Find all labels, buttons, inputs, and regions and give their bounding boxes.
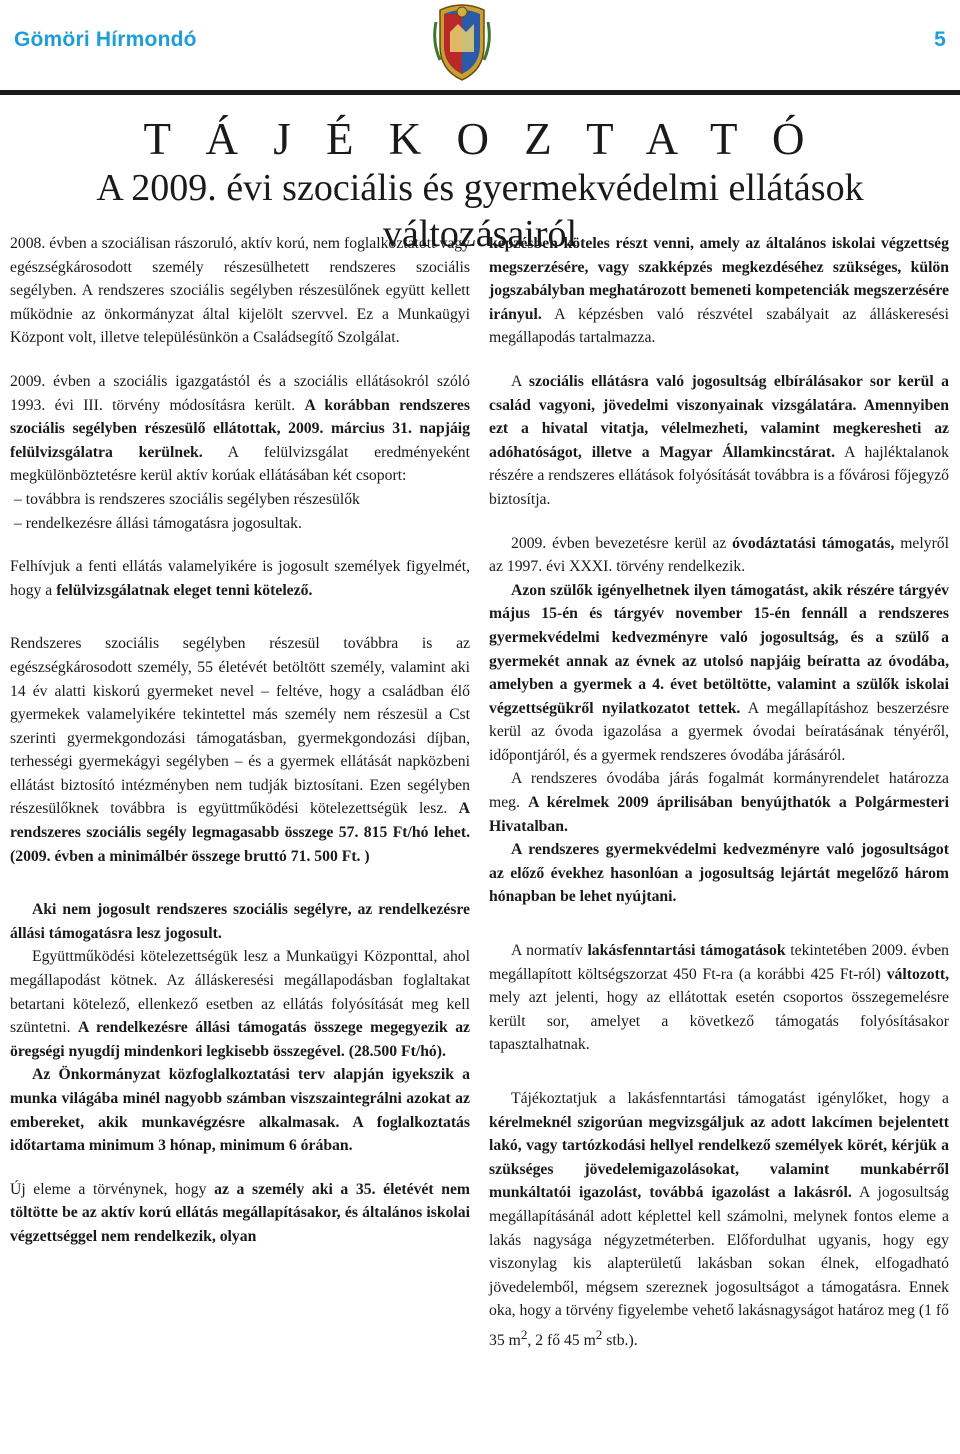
paragraph: 2009. évben bevezetésre kerül az óvodáztatási támogatás, melyről az 1997. évi XXXI. törvény rendelkezik. [489,534,949,576]
paragraph: Új eleme a törvénynek, hogy az a személy aki a 35. életévét nem töltötte be az aktív korú ellátás megállapításakor, és általános iskolai végzettséggel nem rendelkezik, olyan [10,1180,471,1245]
page-subtitle: A 2009. évi szociális és gyermekvédelmi ellátások változásairól [96,167,864,255]
paragraph: A szociális ellátásra való jogosultság elbírálásakor sor kerül a család vagyoni, jövedelmi viszonyainak vizsgálatára. Amennyiben ezt a hivatal vitatja, vélelmezheti, valamint megkeresheti az adóhatóságot, illetve a Magyar Államkincstárat. A hajléktalanok részére a rendszeres ellátások folyósítását továbbra is a fővárosi főjegyző biztosítja. [489,372,949,508]
paragraph: Felhívjuk a fenti ellátás valamelyikére is jogosult személyek figyelmét, hogy a felülvizsgálatnak eleget tenni kötelező. [10,558,470,599]
page-title: T Á J É K O Z T A T Ó [143,114,817,164]
paragraph: Az Önkormányzat közfoglalkoztatási terv alapján igyekszik a munka világába minél nagyobb számban viszszaintegrálni azokat az embereket, akik munkavégzésre alkalmasak. A foglalkoztatás időtartama minimum 3 hónap, minimum 6 órában. [10,1066,470,1155]
paragraph: Azon szülők igényelhetnek ilyen támogatást, akik részére tárgyév május 15-én és tárgyév november 15-én fennáll a rendszeres gyermekvédelmi kedvezményre való jogosultság, és a szülő a gyermekét annak az évnek az utolsó napjáig beíratta az óvodába, amelyben a gyermek a 4. évet betöltötte, valamint a szülők iskolai végzettségükről nyilatkozatot tettek. A megállapításhoz beszerzésre kerül az óvoda igazolása a gyermek óvodai beíratásának tényéről, időpontjáról, és a gyermek rendszeres óvodába járásáról. [489,581,949,764]
paragraph: A rendszeres gyermekvédelmi kedvezményre való jogosultságot az előző évekhez hasonlóan a jogosultság lejártát megelőző három hónapban be lehet nyújtani. [489,841,949,906]
paragraph: Rendszeres szociális segélyben részesül továbbra is az egészségkárosodott személy, 55 életévét betöltött személy, valamint aki 14 év alatti kiskorú gyermeket nevel – feltéve, hogy a családban élő gyermekek valamelyikére tekintettel más személy nem részesül a Cst szerinti gyermekgondozási támogatásban, gyermekgondozási díjban, terhességi gyermekágyi segélyben – és a gyermek ellátását napközbeni ellátást biztosító intézményben nem tudják biztosítani. Ezen segélyben részesülőknek továbbra is együttműködési kötelezettségük lesz. A rendszeres szociális segély legmagasabb összege 57. 815 Ft/hó lehet. (2009. évben a minimálbér összege bruttó 71. 500 Ft. ) [10,635,470,865]
paragraph: Aki nem jogosult rendszeres szociális segélyre, az rendelkezésre állási támogatásra lesz jogosult. [10,901,470,942]
paragraph: A normatív lakásfenntartási támogatások tekintetében 2009. évben megállapított költségszorzat 450 Ft-ra (a korábbi 425 Ft-ról) változott, mely azt jelenti, hogy az ellátottak esetén csoportos összegemelésre került sor, amelyet a következő támogatás folyósításakor tapasztalhatnak. [489,942,950,1054]
list-item: – továbbra is rendszeres szociális segélyben részesülők [14,490,360,508]
paragraph: Tájékoztatjuk a lakásfenntartási támogatást igénylőket, hogy a kérelmeknél szigorúan megvizsgáljuk az adott lakcímen bejelentett lakó, vagy tartózkodási hellyel rendelkező személyek körét, kérjük a szükséges jövedelemigazolásokat, valamint munkabérről munkáltatói igazolást, továbbá igazolást a lakásról. A jogosultság megállapításánál adott képlettel kell számolni, melynek fontos eleme a lakás nagysága négyzetméterben. Előfordulhat ugyanis, hogy egy viszonylag kis alapterületű lakásban sokan élnek, elfogadható jövedelemből, mégsem szereznek jogosultságot a támogatásra. Ennek oka, hogy a törvény figyelembe vehető lakásnagyságot határoz meg (1 fő 35 $m^2$, 2 fő 45 $m^2$ stb.). [489,1090,949,1350]
paragraph: A rendszeres óvodába járás fogalmát kormányrendelet határozza meg. A kérelmek 2009 áprilisában benyújthatók a Polgármesteri Hivatalban. [489,770,949,835]
list-item: – rendelkezésre állási támogatásra jogosultak. [14,514,302,532]
paragraph: 2009. évben a szociális igazgatástól és a szociális ellátásokról szóló 1993. évi III. törvény módosításra került. A korábban rendszeres szociális segélyben részesülő ellátottak, 2009. március 31. napjáig felülvizsgálatra kerülnek. A felülvizsgálat eredményeként megkülönböztetésre kerül aktív korúak ellátásában két csoport: [10,372,470,485]
paragraph: 2008. évben a szociálisan rászoruló, aktív korú, nem foglalkoztatott vagy egészségkárosodott személy részesülhetett rendszeres szociális segélyben. A rendszeres szociális segélyben részesülőnek együtt kellett működnie az önkormányzat által kijelölt szervvel. Ez a Munkaügyi Központ volt, illetve településünkön a Családsegítő Szolgálat. [10,235,470,347]
paragraph: képzésben köteles részt venni, amely az általános iskolai végzettség megszerzésére, vagy szakképzés megkezdéséhez szükséges, külön jogszabályban meghatározott bemeneti kompetenciák megszerzésére irányul. A képzésben való részvétel szabályait az álláskeresési megállapodás tartalmazza. [489,235,949,347]
page-number: 5 [934,28,946,51]
coat-of-arms-icon [430,2,494,82]
left-column [10,232,470,1249]
paragraph: Együttműködési kötelezettségük lesz a Munkaügyi Központtal, ahol megállapodást kötnek. Az álláskeresési megállapodásban foglaltakat betartani kötelező, ellenkező esetben az ellátás folyósítását meg kell szüntetni. A rendelkezésre állási támogatás összege megegyezik az öregségi nyugdíj mindenkori legkisebb összegével. (28.500 Ft/hó). [10,948,470,1060]
header-rule [0,90,960,95]
publication-name: Gömöri Hírmondó [14,28,197,51]
right-column [489,232,949,1353]
